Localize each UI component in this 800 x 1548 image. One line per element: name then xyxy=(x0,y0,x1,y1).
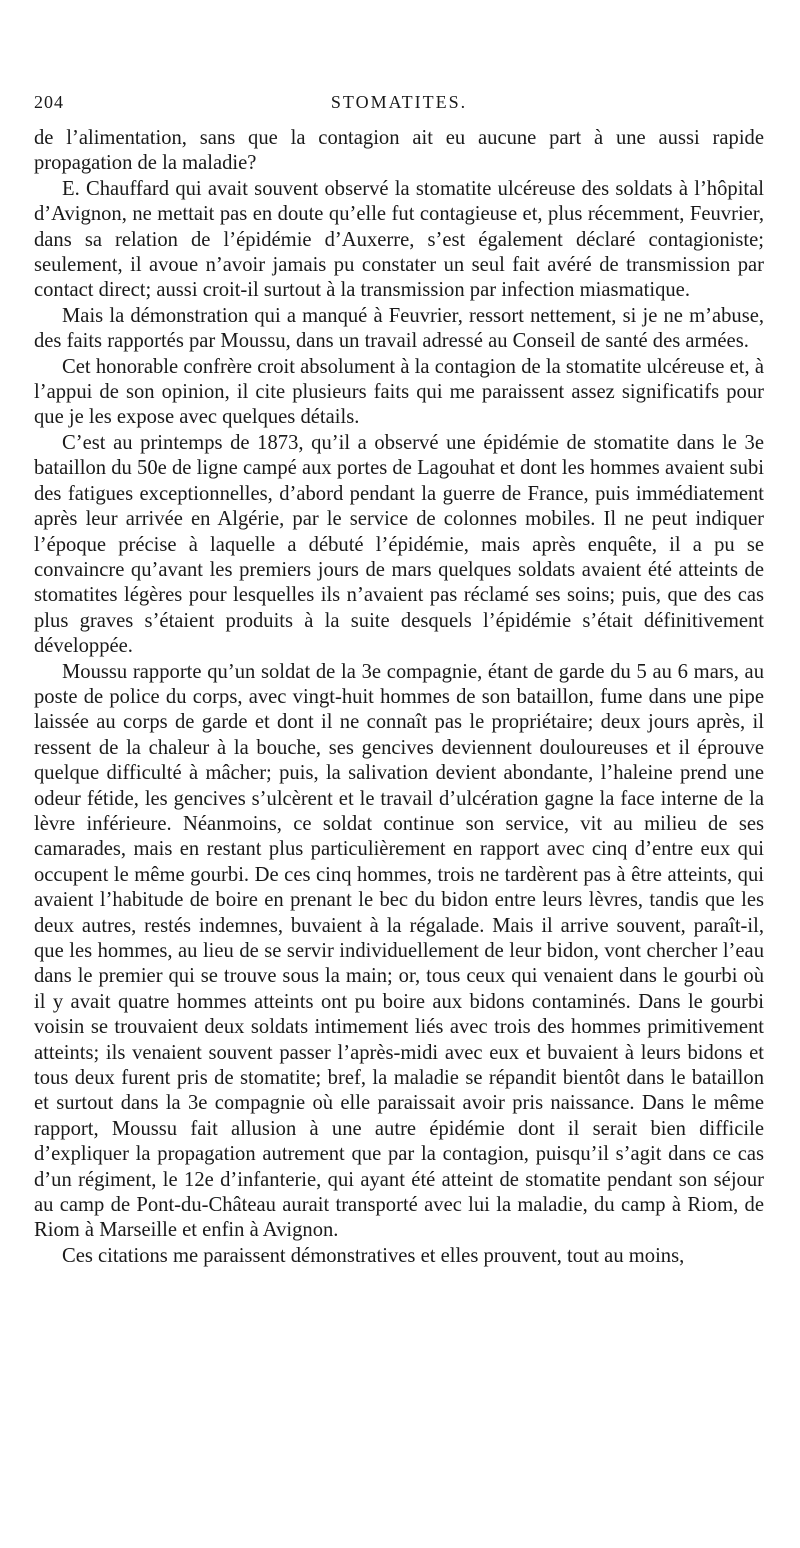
paragraph: Cet honorable confrère croit absolument à la contagion de la stomatite ulcéreuse et, à l’appui de son opinion, il cite plusieurs faits qui me paraissent assez significatifs pour que je les expose avec quelques détails. xyxy=(34,355,764,429)
paragraph: C’est au printemps de 1873, qu’il a observé une épidémie de stomatite dans le 3e bataillon du 50e de ligne campé aux portes de Lagouhat et dont les hommes avaient subi des fatigues exceptionnelles, d’abord pendant la guerre de France, puis immédiatement après leur arrivée en Algérie, par le service de colonnes mobiles. Il ne peut indiquer l’époque précise à laquelle a débuté l’épidémie, mais après enquête, il a pu se convaincre qu’avant les premiers jours de mars quelques soldats avaient été atteints de stomatites légères pour lesquelles ils n’avaient pas réclamé ses soins; puis, que des cas plus graves s’étaient produits à la suite desquels l’épidémie s’était définitivement développée. xyxy=(34,431,764,658)
paragraph: de l’alimentation, sans que la contagion ait eu aucune part à une aussi rapide propagation de la maladie? xyxy=(34,127,764,175)
book-page xyxy=(34,92,764,1269)
paragraph: Mais la démonstration qui a manqué à Feuvrier, ressort nettement, si je ne m’abuse, des faits rapportés par Moussu, dans un travail adressé au Conseil de santé des armées. xyxy=(34,304,764,353)
paragraph: Moussu rapporte qu’un soldat de la 3e compagnie, étant de garde du 5 au 6 mars, au poste de police du corps, avec vingt-huit hommes de son bataillon, fume dans une pipe laissée au corps de garde et dont il ne connaît pas le propriétaire; deux jours après, il ressent de la chaleur à la bouche, ses gencives deviennent douloureuses et il éprouve quelque difficulté à mâcher; puis, la salivation devient abondante, l’haleine prend une odeur fétide, les gencives s’ulcèrent et le travail d’ulcération gagne la face interne de la lèvre inférieure. Néanmoins, ce soldat continue son service, vit au milieu de ses camarades, mais en restant plus particulièrement en rapport avec cinq d’entre eux qui occupent le même gourbi. De ces cinq hommes, trois ne tardèrent pas à être atteints, qui avaient l’habitude de boire en prenant le bec du bidon entre leurs lèvres, tandis que les deux autres, restés indemnes, buvaient à la régalade. Mais il arrive souvent, paraît-il, que les hommes, au lieu de se servir individuellement de leur bidon, vont chercher l’eau dans le premier qui se trouve sous la main; or, tous ceux qui venaient dans le gourbi où il y avait quatre hommes atteints ont pu boire aux bidons contaminés. Dans le gourbi voisin se trouvaient deux soldats intimement liés avec trois des hommes primitivement atteints; ils venaient souvent passer l’après-midi avec eux et buvaient à leurs bidons et tous deux furent pris de stomatite; bref, la maladie se répandit bientôt dans le bataillon et surtout dans la 3e compagnie où elle paraissait avoir pris naissance. Dans le même rapport, Moussu fait allusion à une autre épidémie dont il serait bien difficile d’expliquer la propagation autrement que par la contagion, puisqu’il s’agit dans ce cas d’un régiment, le 12e d’infanterie, qui ayant été atteint de stomatite pendant son séjour au camp de Pont-du-Château aurait transporté avec lui la maladie, du camp à Riom, de Riom à Marseille et enfin à Avignon. xyxy=(34,660,764,1242)
paragraph: E. Chauffard qui avait souvent observé la stomatite ulcéreuse des soldats à l’hôpital d’Avignon, ne mettait pas en doute qu’elle fut contagieuse et, plus récemment, Feuvrier, dans sa relation de l’épidémie d’Auxerre, s’est également déclaré contagioniste; seulement, il avoue n’avoir jamais pu constater un seul fait avéré de transmission par contact direct; aussi croit-il surtout à la transmission par infection miasmatique. xyxy=(34,177,764,302)
page-number: 204 xyxy=(34,92,64,112)
page-header xyxy=(34,92,764,126)
body-text xyxy=(34,126,764,1269)
running-title: STOMATITES. xyxy=(330,92,468,112)
paragraph: Ces citations me paraissent démonstratives et elles prouvent, tout au moins, xyxy=(62,1244,685,1267)
